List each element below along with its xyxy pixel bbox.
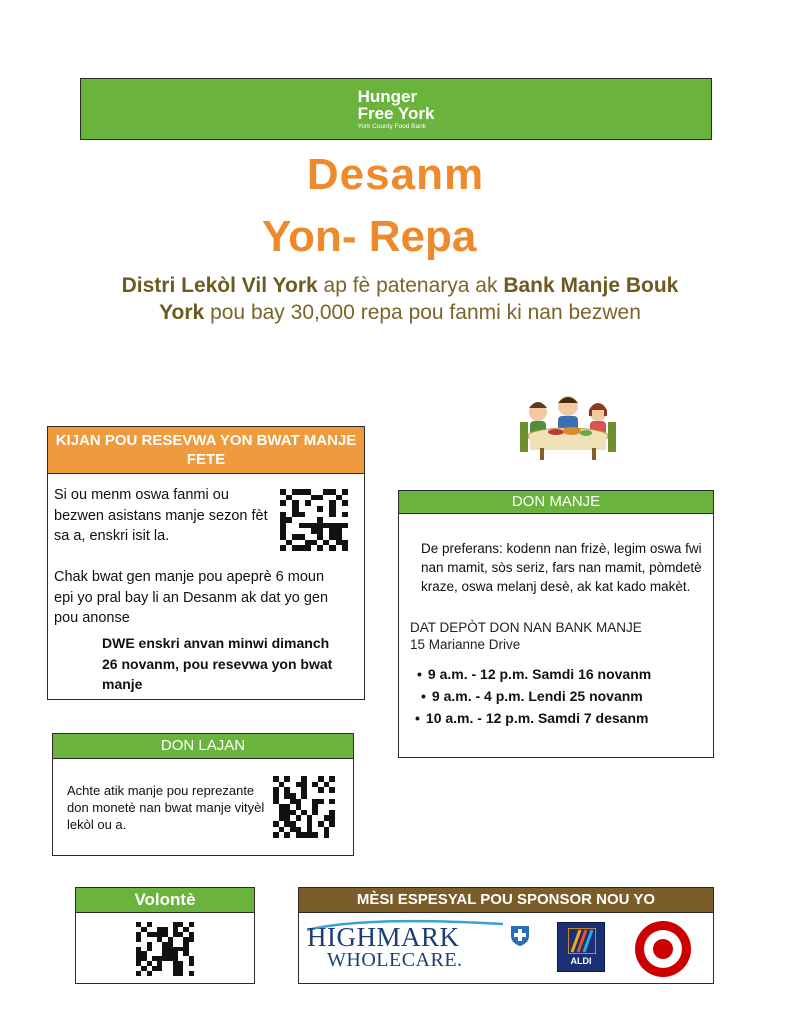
box-header: DON LAJAN: [53, 734, 353, 759]
title-line-1: Desanm: [306, 150, 485, 199]
family-dinner-illustration: [516, 394, 620, 462]
highmark-text: HIGHMARK: [307, 922, 460, 952]
volunteer-qr-code[interactable]: [136, 922, 194, 976]
aldi-logo: [557, 922, 605, 972]
blue-cross-shield-icon: [510, 925, 530, 947]
logo-line-3: York County Food Bank: [357, 122, 426, 130]
monetary-description: Achte atik manje pou reprezante don monetè nan bwat manje vityèl lekòl ou a.: [67, 783, 265, 832]
aldi-stripes-icon: [568, 928, 596, 954]
box-volunteer: [75, 887, 255, 984]
donation-preferences: De preferans: kodenn nan frizè, legim oswa fwi nan mamit, sòs seriz, fars nan mamit, pòmdetè kraze, oswa melanj desè, ak kat kado makèt.: [421, 541, 702, 594]
aldi-text: ALDI: [570, 956, 592, 966]
box-food-donations: [398, 490, 714, 758]
box-header: DON MANJE: [399, 491, 713, 514]
intro-partner-text: ap fè patenarya ak: [317, 274, 504, 297]
dropoff-date: • 10 a.m. - 12 p.m. Samdi 7 desanm: [415, 707, 651, 729]
page-title: [0, 150, 791, 200]
intro-meals-text: pou bay 30,000 repa pou fanmi ki nan bezwen: [204, 301, 641, 324]
intro-school-district: Distri Lekòl Vil York: [121, 274, 318, 297]
box-sponsors: [298, 887, 714, 984]
header-banner: [80, 78, 712, 140]
dropoff-date: • 9 a.m. - 4 p.m. Lendi 25 novanm: [421, 685, 651, 707]
signup-qr-code[interactable]: [280, 489, 348, 551]
box-food-box-signup: [47, 426, 365, 700]
box-header: KIJAN POU RESEVWA YON BWAT MANJE FETE: [48, 427, 364, 474]
hunger-free-york-logo: [358, 88, 435, 131]
highmark-wholecare-logo: [307, 922, 537, 974]
box-header: Volontè: [76, 888, 254, 913]
wholecare-text: WHOLECARE.: [327, 949, 463, 971]
dropoff-address: 15 Marianne Drive: [410, 637, 521, 652]
signup-box-details-text: Chak bwat gen manje pou apeprè 6 moun epi yo pral bay li an Desanm ak dat yo gen pou anonse: [54, 569, 329, 626]
dropoff-label: DAT DEPÒT DON NAN BANK MANJE: [410, 620, 642, 635]
dropoff-date: • 9 a.m. - 12 p.m. Samdi 16 novanm: [417, 663, 651, 685]
box-header: MÈSI ESPESYAL POU SPONSOR NOU YO: [299, 888, 713, 913]
dropoff-info: [410, 619, 700, 653]
monetary-qr-code[interactable]: [273, 776, 335, 838]
signup-description: Si ou menm oswa fanmi ou bezwen asistans manje sezon fèt sa a, enskri isit la.: [54, 487, 268, 544]
signup-box-details: [54, 567, 344, 629]
logo-line-2: Free York: [357, 103, 435, 123]
dropoff-dates: [417, 663, 651, 729]
page-subtitle: Yon- Repa: [262, 212, 477, 261]
target-logo-icon: [633, 919, 693, 979]
signup-deadline: DWE enskri anvan minwi dimanch 26 novanm, pou resevwa yon bwat manje: [102, 635, 333, 692]
box-monetary-donations: [52, 733, 354, 856]
intro-text: [100, 272, 700, 326]
logo-line-1: Hunger: [357, 86, 418, 106]
intro-food-bank: Bank Manje Bouk York: [159, 274, 679, 324]
